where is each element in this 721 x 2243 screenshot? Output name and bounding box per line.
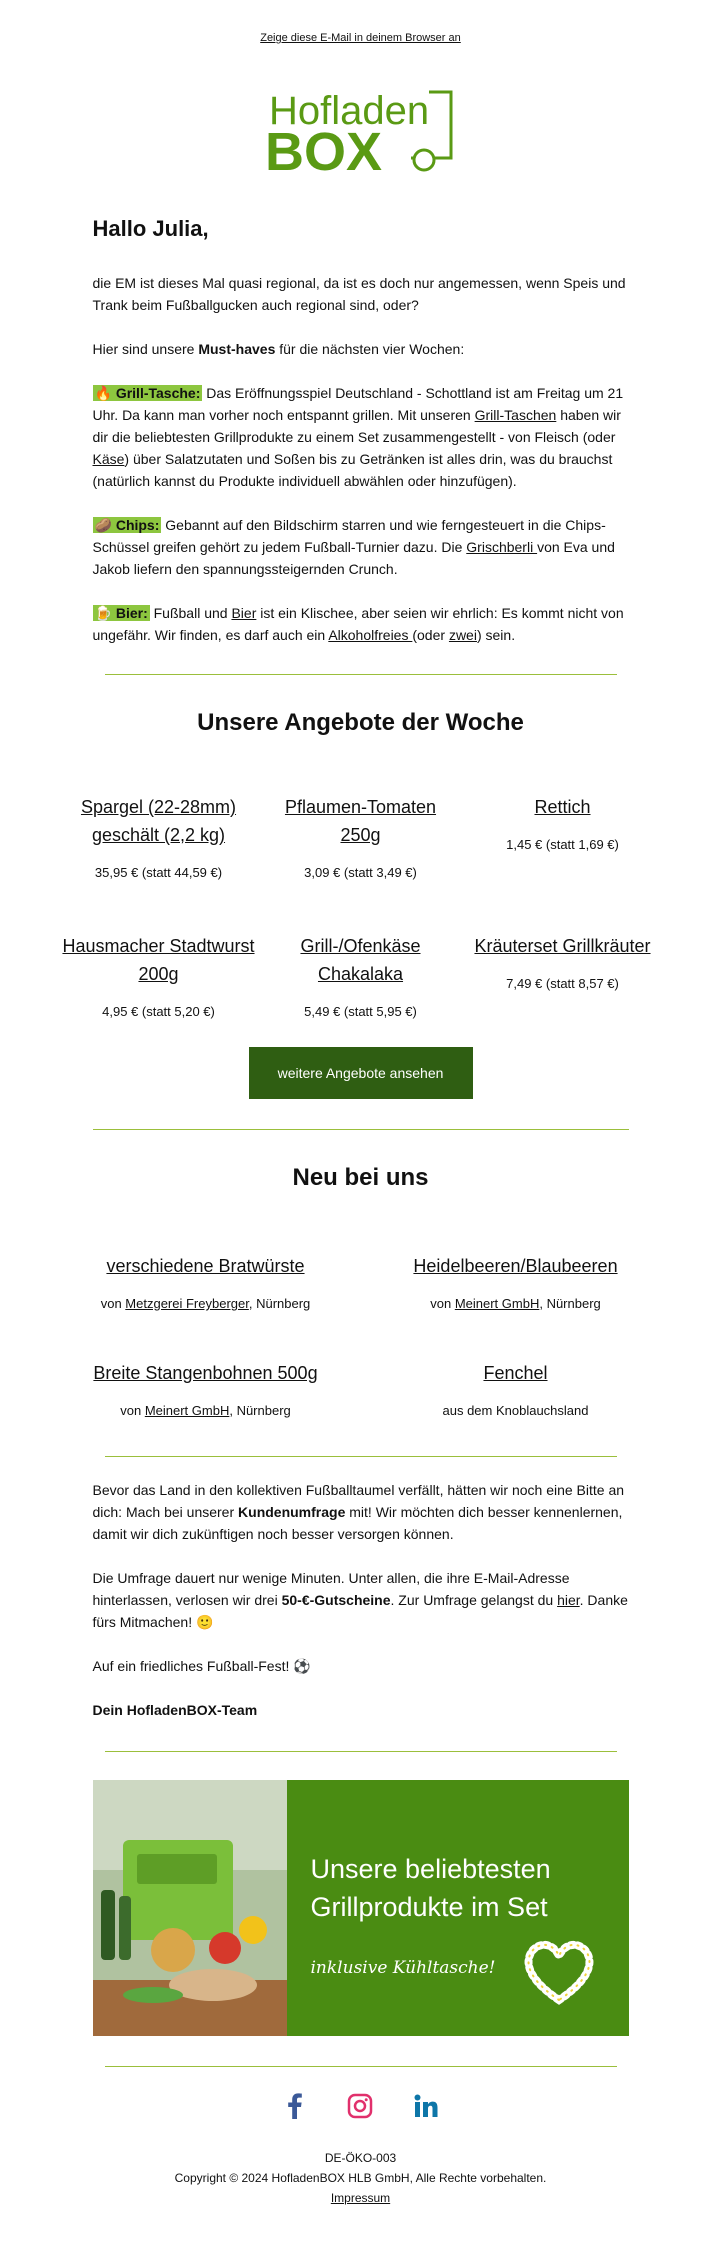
banner-text-area xyxy=(287,1780,629,2036)
survey-paragraph-1: Bevor das Land in den kollektiven Fußballtaumel verfällt, hätten wir noch eine Bitte an dich: Mach bei unserer Kundenumfrage mit! Wir möchten dich besser kennenlernen, damit wir dich zukünftigen noch besser versorgen können. xyxy=(92,1482,625,1542)
offer-name-link[interactable]: Hausmacher Stadtwurst 200g xyxy=(62,936,255,984)
divider-5 xyxy=(105,2066,617,2067)
divider-4 xyxy=(105,1751,617,1752)
offer-name-link[interactable]: Grill-/Ofenkäse Chakalaka xyxy=(300,936,421,984)
logo-graphic xyxy=(261,80,461,176)
new-item xyxy=(371,1252,661,1311)
offer-price: 35,95 € (statt 44,59 €) xyxy=(94,865,223,880)
offer-name-link[interactable]: Spargel (22-28mm) geschält (2,2 kg) xyxy=(80,797,237,845)
new-row-2 xyxy=(61,1359,661,1418)
offer-price: 7,49 € (statt 8,57 €) xyxy=(506,976,619,991)
grischberli-link[interactable]: Grischberli xyxy=(466,539,538,555)
divider-2 xyxy=(93,1129,629,1130)
more-offers-button[interactable]: weitere Angebote ansehen xyxy=(249,1047,473,1099)
signature: Dein HofladenBOX-Team xyxy=(92,1702,258,1718)
footer xyxy=(0,2148,721,2222)
offer-item xyxy=(263,932,459,1019)
beer-icon: 🍺 xyxy=(94,605,112,621)
intro-paragraph: die EM ist dieses Mal quasi regional, da ist es doch nur angemessen, wenn Speis und Trank beim Fußballgucken auch regional sind, oder? xyxy=(92,275,626,313)
eco-code: DE-ÖKO-003 xyxy=(324,2151,397,2165)
banner-title: Unsere beliebtesten Grillprodukte im Set xyxy=(310,1854,551,1922)
zwei-link[interactable]: zwei xyxy=(448,627,477,643)
kaese-link[interactable]: Käse xyxy=(92,451,125,467)
grill-paragraph: 🔥 Grill-Tasche: Das Eröffnungsspiel Deutschland - Schottland ist am Freitag um 21 Uhr. Da kann man vorher noch entspannt grillen. Mit unseren Grill-Taschen haben wir dir die beliebtesten Grillprodukte zu einem Set zusammengestellt - von Fleisch (oder Käse) über Salatzutaten und Soßen bis zu Getränken ist alles drin, was du brauchst (natürlich kannst du Produkte individuell abwählen oder hinzufügen). xyxy=(92,385,624,489)
linkedin-icon[interactable] xyxy=(413,2093,439,2124)
offer-item xyxy=(465,793,661,880)
chips-paragraph: 🥔 Chips: Gebannt auf den Bildschirm starren und wie ferngesteuert in die Chips-Schüssel greifen gehört zu jedem Fußball-Turnier dazu. Die Grischberli von Eva und Jakob liefern den spannungssteigernden Crunch. xyxy=(92,517,615,577)
offer-item xyxy=(61,793,257,880)
beer-paragraph: 🍺 Bier: Fußball und Bier ist ein Klischee, aber seien wir ehrlich: Es kommt nicht von ungefähr. Wir finden, es darf auch ein Alkoholfreies (oder zwei) sein. xyxy=(92,605,624,643)
offer-item xyxy=(263,793,459,880)
grill-set-banner[interactable] xyxy=(93,1780,629,2036)
banner-row xyxy=(0,1780,721,2036)
banner-subtitle: inklusive Kühltasche! xyxy=(310,1958,496,1978)
hofladenbox-logo[interactable] xyxy=(261,80,461,176)
offer-price: 4,95 € (statt 5,20 €) xyxy=(102,1004,215,1019)
new-item-vendor: von Metzgerei Freyberger, Nürnberg xyxy=(100,1296,311,1311)
instagram-icon[interactable] xyxy=(347,2093,373,2124)
survey-link[interactable]: hier xyxy=(557,1592,580,1608)
logo-text-top: Hofladen xyxy=(268,89,429,133)
new-title: Neu bei uns xyxy=(292,1164,429,1191)
vendor-link[interactable]: Metzgerei Freyberger xyxy=(125,1296,249,1311)
potato-icon: 🥔 xyxy=(94,517,112,533)
offer-price: 5,49 € (statt 5,95 €) xyxy=(304,1004,417,1019)
new-item-name-link[interactable]: Fenchel xyxy=(483,1363,548,1383)
offers-row-2 xyxy=(61,932,661,1019)
impressum-row xyxy=(0,2188,721,2208)
offer-name-link[interactable]: Kräuterset Grillkräuter xyxy=(474,936,651,956)
offer-name-link[interactable]: Rettich xyxy=(534,797,591,817)
divider-1 xyxy=(105,674,617,675)
intro-section xyxy=(93,216,629,646)
browser-view-link[interactable]: Zeige diese E-Mail in deinem Browser an xyxy=(260,32,461,44)
alkoholfreies-link[interactable]: Alkoholfreies xyxy=(328,627,413,643)
copyright: Copyright © 2024 HofladenBOX HLB GmbH, Alle Rechte vorbehalten. xyxy=(174,2171,547,2185)
impressum-link[interactable]: Impressum xyxy=(330,2191,391,2205)
new-item-name-link[interactable]: Breite Stangenbohnen 500g xyxy=(93,1363,318,1383)
offer-price: 1,45 € (statt 1,69 €) xyxy=(506,837,619,852)
flower-heart-icon xyxy=(519,1930,599,2010)
food-photo-graphic xyxy=(93,1780,287,2036)
beer-label: 🍺 Bier: xyxy=(94,605,148,621)
new-item xyxy=(371,1359,661,1418)
logo-text-bottom: BOX xyxy=(264,122,382,176)
must-haves-paragraph: Hier sind unsere Must-haves für die nächsten vier Wochen: xyxy=(92,341,465,357)
facebook-icon[interactable] xyxy=(283,2093,307,2124)
social-links xyxy=(0,2093,721,2124)
survey-paragraph-3: Auf ein friedliches Fußball-Fest! ⚽ xyxy=(92,1658,311,1674)
divider-3 xyxy=(105,1456,617,1457)
vendor-link[interactable]: Meinert GmbH xyxy=(144,1403,230,1418)
greeting: Hallo Julia, xyxy=(92,216,209,241)
new-item-vendor: von Meinert GmbH, Nürnberg xyxy=(120,1403,291,1418)
survey-section xyxy=(93,1479,629,1721)
offer-name-link[interactable]: Pflaumen-Tomaten 250g xyxy=(284,797,437,845)
chips-label: 🥔 Chips: xyxy=(94,517,160,533)
offer-item xyxy=(465,932,661,1019)
new-item xyxy=(61,1359,351,1418)
bier-link[interactable]: Bier xyxy=(231,605,257,621)
browser-view-link-row xyxy=(0,0,721,46)
grill-label: 🔥 Grill-Tasche: xyxy=(94,385,201,401)
offer-item xyxy=(61,932,257,1019)
new-item-name-link[interactable]: Heidelbeeren/Blaubeeren xyxy=(413,1256,618,1276)
grill-taschen-link[interactable]: Grill-Taschen xyxy=(474,407,557,423)
new-item-name-link[interactable]: verschiedene Bratwürste xyxy=(106,1256,305,1276)
survey-paragraph-2: Die Umfrage dauert nur wenige Minuten. Unter allen, die ihre E-Mail-Adresse hinterlassen, verlosen wir drei 50-€-Gutscheine. Zur Umfrage gelangst du hier. Danke fürs Mitmachen! 🙂 xyxy=(92,1570,628,1630)
offers-row-1 xyxy=(61,793,661,880)
fire-icon: 🔥 xyxy=(94,385,112,401)
banner-photo xyxy=(93,1780,287,2036)
offers-title: Unsere Angebote der Woche xyxy=(197,709,524,736)
new-item-origin: aus dem Knoblauchsland xyxy=(442,1403,589,1418)
new-row-1 xyxy=(61,1252,661,1311)
new-item xyxy=(61,1252,351,1311)
vendor-link[interactable]: Meinert GmbH xyxy=(454,1296,540,1311)
new-item-vendor: von Meinert GmbH, Nürnberg xyxy=(430,1296,601,1311)
offer-price: 3,09 € (statt 3,49 €) xyxy=(304,865,417,880)
offers-button-row xyxy=(0,1047,721,1099)
